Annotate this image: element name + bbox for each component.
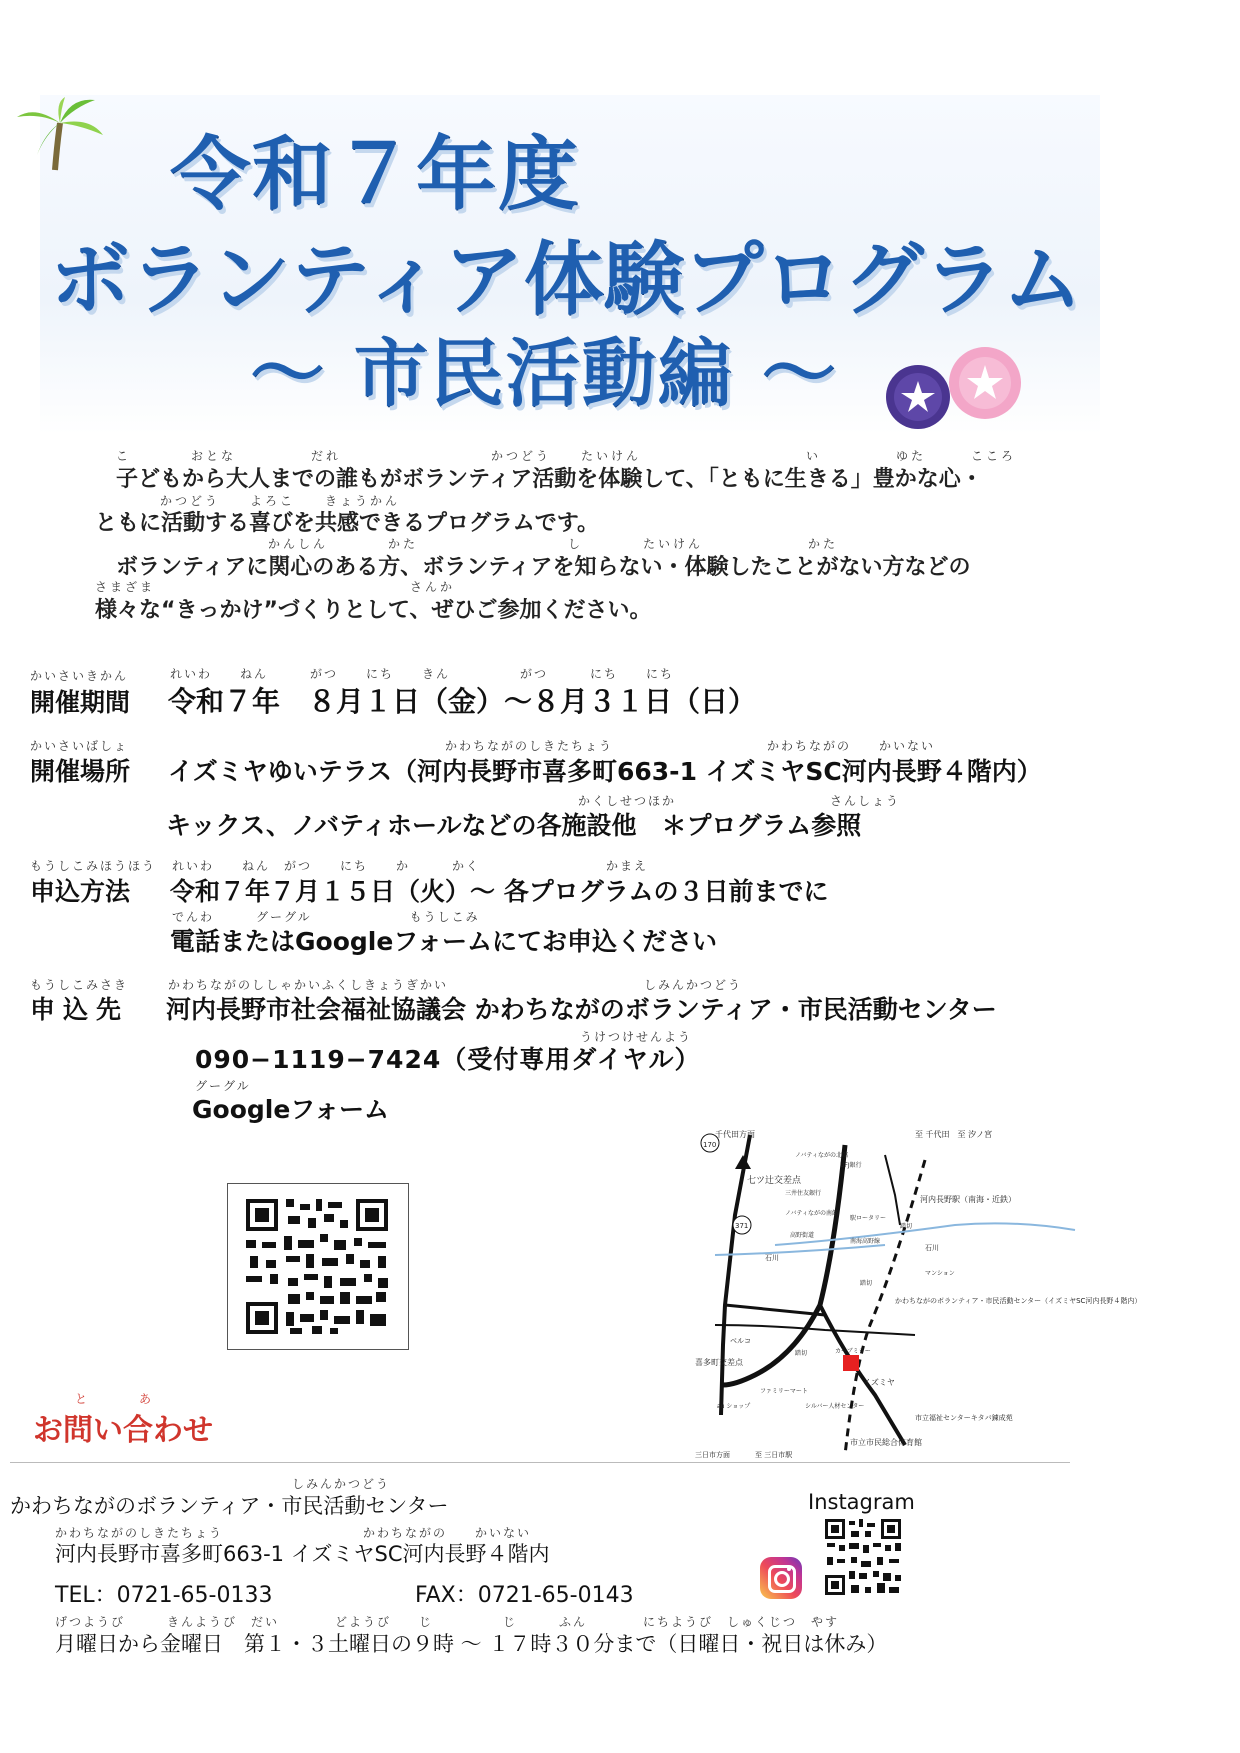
map-label-belco: ベルコ — [730, 1337, 751, 1345]
map-label-crossing-1: 踏切 — [900, 1223, 913, 1230]
place-furigana-1: かわちながのしきたちょう かわちながの かいない — [445, 739, 936, 753]
access-map — [695, 1125, 1142, 1460]
map-label-curve-mirror: カーブミラー — [835, 1348, 871, 1355]
map-label-chiyoda-dir: 千代田方面 — [715, 1130, 755, 1139]
intro-furigana-1: こ おとな だれ かつどう たいけん い ゆた こころ — [116, 449, 1017, 463]
place-label-furigana: かいさいばしょ — [30, 739, 129, 753]
intro-line-3: ボランティアに関心のある方、ボランティアを知らない・体験したことがない方などの — [116, 555, 971, 580]
map-label-izumiya: イズミヤ — [863, 1378, 895, 1387]
map-label-center: かわちながのボランティア・市民活動センター（イズミヤSC河内長野４階内） — [895, 1297, 1142, 1305]
apply-method-value-2: 電話またはGoogleフォームにてお申込ください — [170, 927, 718, 956]
title-program: ボランティア体験プログラム — [50, 233, 1083, 326]
hours-furigana: げつようび きんようび だい どようび じ じ ふん にちようび しゅくじつ やす — [55, 1615, 840, 1629]
map-label-route371: 371 — [735, 1222, 749, 1230]
apply-dest-label: 申込先 — [30, 995, 130, 1024]
dest-furigana-1: かわちながのししゃかいふくしきょうぎかい しみんかつどう — [168, 978, 743, 992]
google-form-link[interactable]: Googleフォーム — [192, 1095, 390, 1124]
map-label-nankai-line: 南海高野線 — [850, 1238, 881, 1245]
map-label-rotary: 駅ロータリー — [850, 1215, 887, 1222]
map-label-mikkaichi-dir: 三日市方面 — [695, 1451, 730, 1459]
apply-method-value-1: 令和７年７月１５日（火）～ 各プログラムの３日前までに — [170, 877, 829, 906]
phone-furigana: うけつけせんよう — [580, 1030, 693, 1044]
apply-furigana-2: でんわ グーグル もうしこみ — [172, 910, 480, 924]
map-label-familymart: ファミリーマート — [760, 1388, 808, 1395]
map-label-ishikawa-1: 石川 — [765, 1254, 779, 1262]
period-label-furigana: かいさいきかん — [30, 669, 129, 683]
intro-line-1: 子どもから大人までの誰もがボランティア活動を体験して、「ともに生きる」豊かな心・ — [116, 467, 983, 492]
map-label-novaty-north: ノバティながの北館 — [795, 1152, 849, 1159]
contact-tel[interactable]: TEL：0721-65-0133 — [55, 1583, 273, 1608]
map-label-ishikawa-2: 石川 — [925, 1244, 939, 1252]
form-furigana: グーグル — [195, 1079, 251, 1093]
contact-org-name: かわちながのボランティア・市民活動センター — [10, 1494, 449, 1518]
map-label-crossing-3: 踏切 — [795, 1350, 808, 1357]
intro-furigana-4: さまざま さんか — [95, 580, 456, 594]
map-label-route170: 170 — [703, 1141, 717, 1149]
map-label-nanatsutsuji: 七ツ辻交差点 — [747, 1176, 802, 1186]
map-label-smbc: 三井住友銀行 — [785, 1190, 822, 1197]
map-label-station: 河内長野駅（南海・近鉄） — [920, 1195, 1016, 1204]
period-furigana: れいわ ねん がつ にち きん がつ にち にち — [170, 667, 675, 681]
qr-code[interactable] — [227, 1183, 409, 1350]
map-label-ufj: UFJ銀行 — [840, 1162, 862, 1169]
palm-tree-icon — [15, 95, 105, 175]
instagram-qr-code[interactable] — [823, 1517, 903, 1597]
intro-furigana-3: かんしん かた し たいけん かた — [268, 537, 839, 551]
apply-method-label: 申込方法 — [30, 877, 131, 906]
map-label-mikkaichi-station: 至 三日市駅 — [755, 1451, 793, 1459]
map-label-mansion: マンション — [925, 1270, 955, 1277]
contact-fax: FAX：0721-65-0143 — [415, 1583, 634, 1608]
intro-line-2: ともに活動する喜びを共感できるプログラムです。 — [95, 511, 600, 536]
morning-glory-icon — [880, 345, 1030, 435]
title-year: 令和７年度 — [170, 128, 580, 221]
map-label-silver-center: シルバー人材センター — [805, 1403, 865, 1410]
contact-heading: お問い合わせ — [33, 1413, 213, 1448]
instagram-icon[interactable] — [760, 1557, 802, 1599]
map-label-koya-kaido: 高野街道 — [790, 1232, 815, 1239]
map-label-au-shop: au ショップ — [717, 1403, 751, 1410]
contact-hours: 月曜日から金曜日 第１・３土曜日の９時 ～ １７時３０分まで（日曜日・祝日は休み） — [55, 1632, 888, 1656]
intro-furigana-2: かつどう よろこ きょうかん — [160, 494, 401, 508]
apply-label-furigana: もうしこみほうほう — [30, 859, 157, 873]
divider — [10, 1462, 1070, 1463]
contact-heading-furigana: と あ — [75, 1392, 172, 1406]
map-label-chiyoda-to: 至 千代田 至 汐ノ宮 — [915, 1130, 993, 1139]
map-label-crossing-2: 踏切 — [860, 1280, 873, 1287]
map-label-novaty-south: ノバティながの南館 — [785, 1210, 839, 1217]
apply-dest-value: 河内長野市社会福祉協議会 かわちながのボランティア・市民活動センター — [166, 995, 997, 1024]
place-value-1: イズミヤゆいテラス（河内長野市喜多町663-1 イズミヤSC河内長野４階内） — [168, 757, 1042, 786]
place-value-2: キックス、ノバティホールなどの各施設他 ＊プログラム参照 — [166, 811, 862, 840]
phone-number[interactable]: 090−1119−7424（受付専用ダイヤル） — [195, 1045, 701, 1074]
apply-furigana-1: れいわ ねん がつ にち か かく かまえ — [172, 859, 649, 873]
place-furigana-2: かくしせつほか さんしょう — [578, 794, 901, 808]
map-label-gym: 市立市民総合体育館 — [850, 1438, 922, 1447]
title-subtitle: ～ 市民活動編 ～ — [250, 331, 838, 417]
place-label: 開催場所 — [30, 757, 131, 786]
map-label-welfare-center: 市立福祉センターキタバ錬成苑 — [915, 1414, 1013, 1422]
instagram-label: Instagram — [808, 1490, 915, 1514]
dest-label-furigana: もうしこみさき — [30, 978, 129, 992]
address-furigana: かわちながのしきたちょう かわちながの かいない — [55, 1526, 532, 1540]
org-furigana: しみんかつどう — [292, 1477, 391, 1491]
period-label: 開催期間 — [30, 688, 131, 717]
map-label-kitacho: 喜多町交差点 — [695, 1358, 743, 1367]
contact-address: 河内長野市喜多町663-1 イズミヤSC河内長野４階内 — [55, 1542, 550, 1566]
period-value: 令和７年 ８月１日（金）～８月３１日（日） — [168, 685, 757, 718]
intro-line-4: 様々な“きっかけ”づくりとして、ぜひご参加ください。 — [95, 598, 652, 623]
